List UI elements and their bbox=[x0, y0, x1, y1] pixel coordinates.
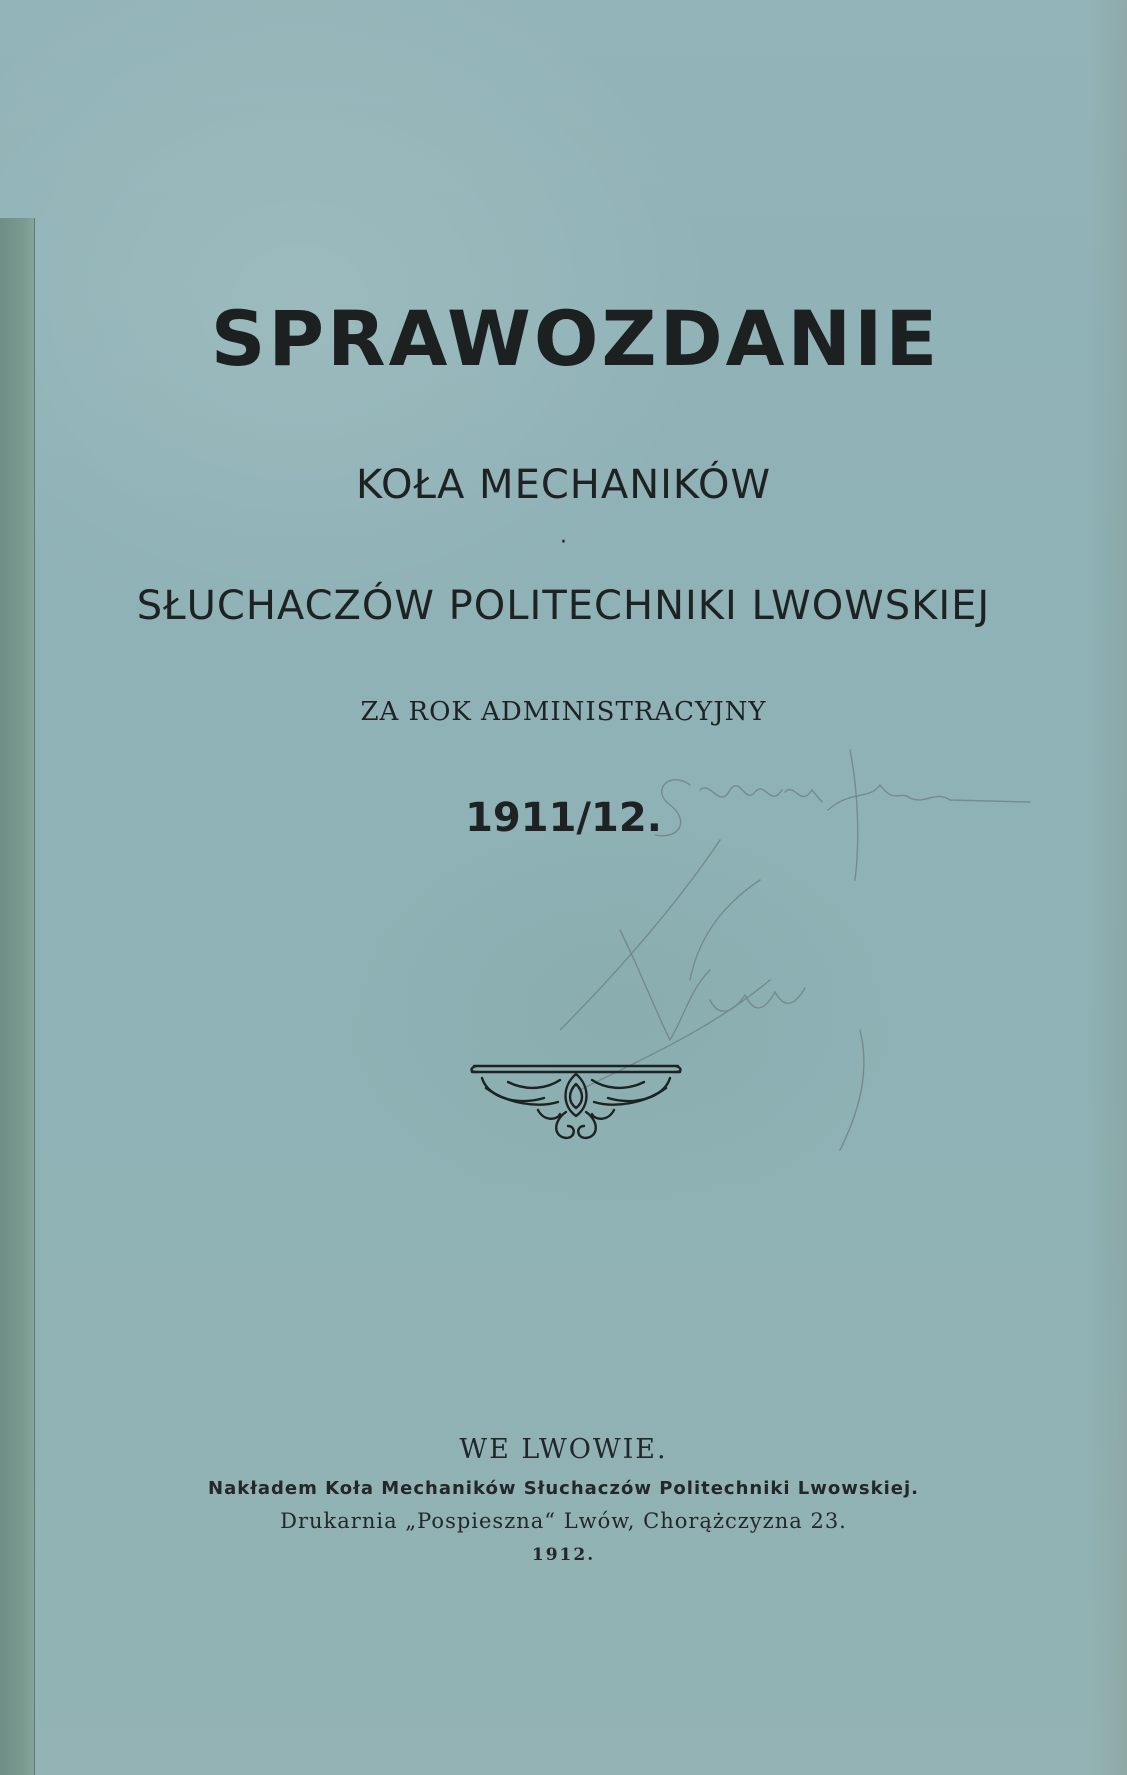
imprint-place: WE LWOWIE. bbox=[459, 1434, 668, 1465]
subtitle-line-2: SŁUCHACZÓW POLITECHNIKI LWOWSKIEJ bbox=[136, 583, 991, 629]
subtitle-line-1: KOŁA MECHANIKÓW bbox=[355, 462, 772, 508]
art-nouveau-ornament-icon bbox=[468, 1058, 684, 1144]
imprint-publisher: Nakładem Koła Mechaników Słuchaczów Politechniki Lwowskiej. bbox=[208, 1478, 919, 1499]
imprint-year: 1912. bbox=[531, 1545, 596, 1565]
separator-dot: · bbox=[560, 530, 567, 555]
subtitle-line-3: ZA ROK ADMINISTRACYJNY bbox=[360, 697, 767, 727]
spine-strip bbox=[0, 218, 35, 1775]
pencil-signature-icon bbox=[560, 730, 1040, 1330]
imprint-printer: Drukarnia „Pospieszna“ Lwów, Chorążczyzna 23. bbox=[280, 1509, 847, 1533]
document-title: SPRAWOZDANIE bbox=[210, 294, 941, 383]
report-year: 1911/12. bbox=[465, 795, 662, 841]
